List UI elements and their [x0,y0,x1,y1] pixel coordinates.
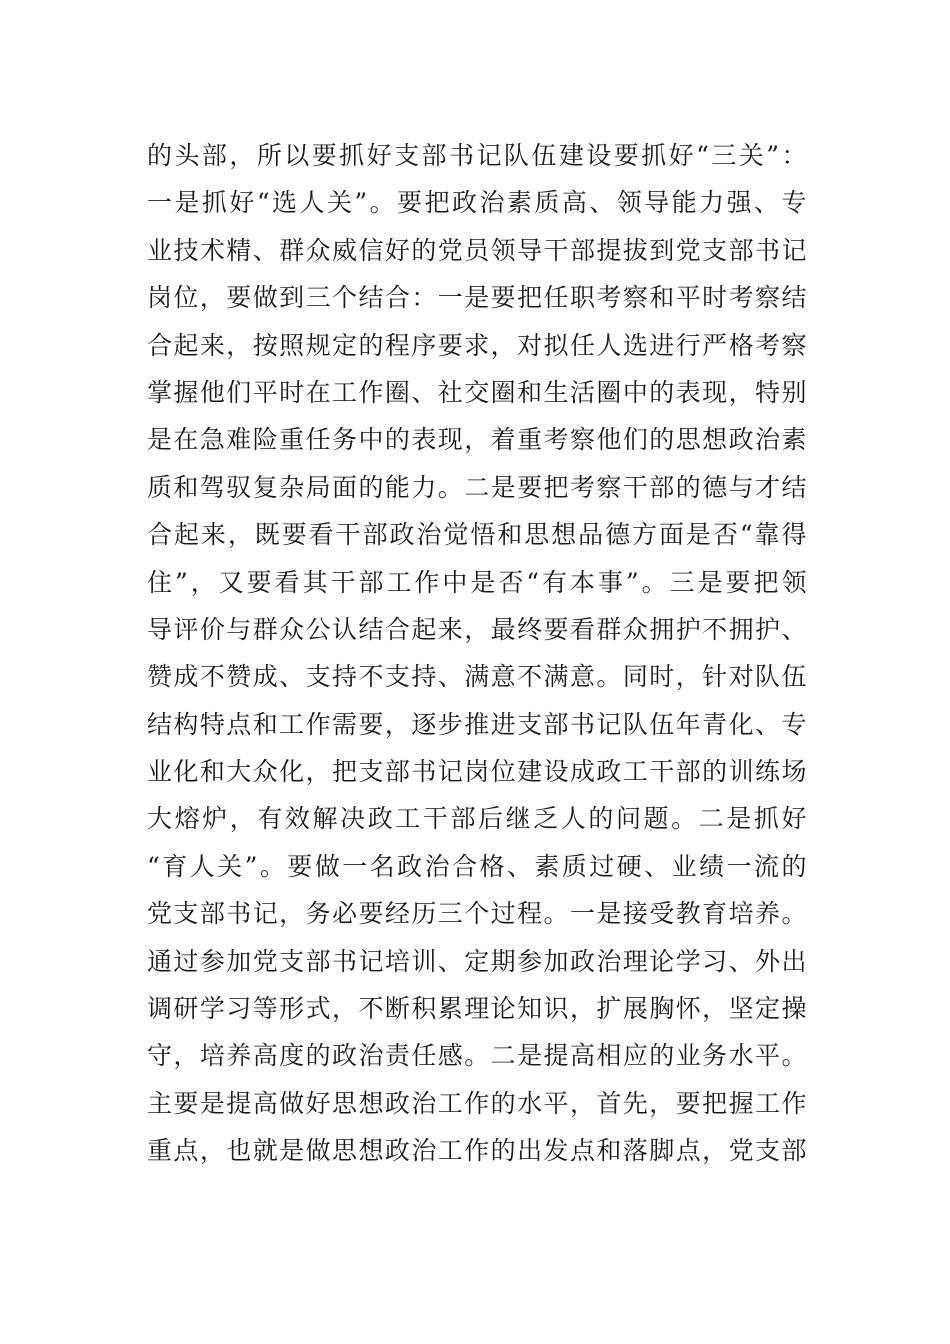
text-line: 质和驾驭复杂局面的能力。二是要把考察干部的德与才结 [147,472,807,502]
text-line: 大熔炉，有效解决政工干部后继乏人的问题。二是抓好 [147,804,807,834]
text-line: 结构特点和工作需要，逐步推进支部书记队伍年青化、专 [147,709,807,739]
text-line: 的头部，所以要抓好支部书记队伍建设要抓好“三关”： [147,141,807,170]
text-line: “育人关”。要做一名政治合格、素质过硬、业绩一流的 [147,851,807,881]
text-line: 一是抓好“选人关”。要把政治素质高、领导能力强、专 [147,188,807,218]
text-line: 党支部书记，务必要经历三个过程。一是接受教育培养。 [147,899,807,929]
text-line: 合起来，按照规定的程序要求，对拟任人选进行严格考察 [147,330,807,360]
text-line: 业技术精、群众威信好的党员领导干部提拔到党支部书记 [147,235,807,265]
text-line: 导评价与群众公认结合起来，最终要看群众拥护不拥护、 [147,614,807,644]
text-line: 掌握他们平时在工作圈、社交圈和生活圈中的表现，特别 [147,377,807,407]
text-line: 调研学习等形式，不断积累理论知识，扩展胸怀，坚定操 [147,994,807,1024]
text-line: 业化和大众化，把支部书记岗位建设成政工干部的训练场 [147,757,807,787]
text-line: 是在急难险重任务中的表现，着重考察他们的思想政治素 [147,425,807,455]
text-line: 岗位，要做到三个结合：一是要把任职考察和平时考察结 [147,283,807,313]
text-line: 重点，也就是做思想政治工作的出发点和落脚点，党支部 [147,1136,807,1166]
text-line: 住”，又要看其干部工作中是否“有本事”。三是要把领 [147,567,807,597]
text-line: 合起来，既要看干部政治觉悟和思想品德方面是否“靠得 [147,520,807,550]
body-paragraph [147,132,807,1175]
text-line: 通过参加党支部书记培训、定期参加政治理论学习、外出 [147,946,807,976]
text-line: 赞成不赞成、支持不支持、满意不满意。同时，针对队伍 [147,662,807,692]
text-line: 主要是提高做好思想政治工作的水平，首先，要把握工作 [147,1088,807,1118]
text-line: 守，培养高度的政治责任感。二是提高相应的业务水平。 [147,1041,807,1071]
